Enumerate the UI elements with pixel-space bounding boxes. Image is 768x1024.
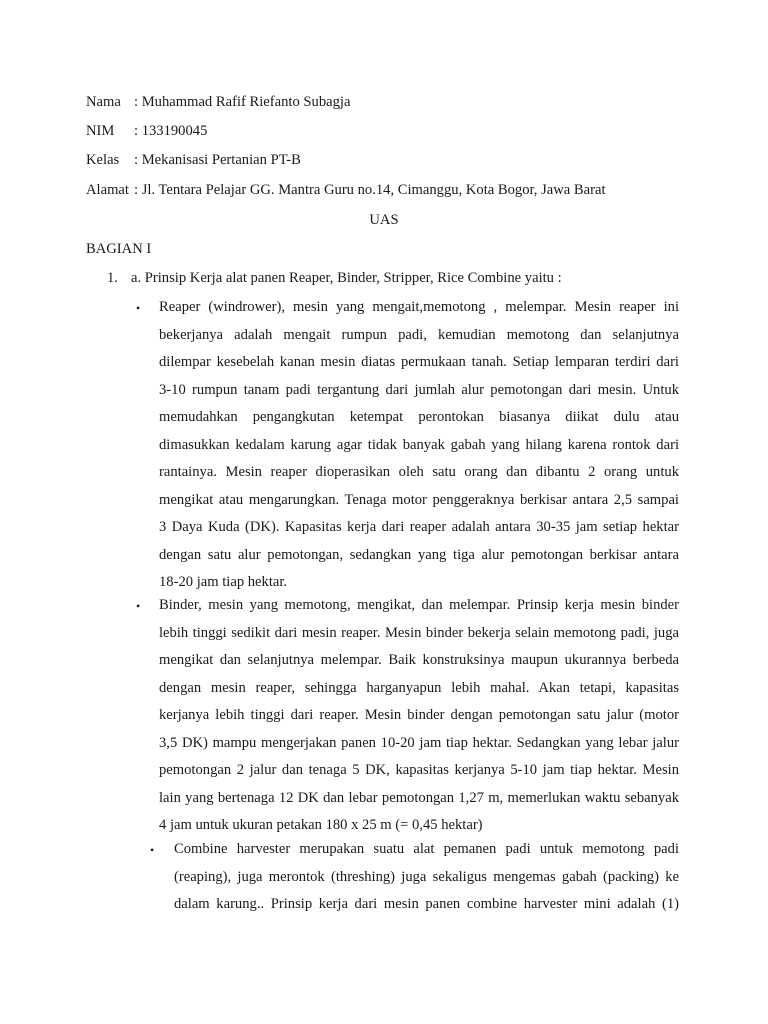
bullet-paragraph-combine [174, 840, 679, 923]
paragraph-line: memudahkan pengangkutan ketempat perontokan biasanya diikat dulu atau [159, 409, 679, 425]
paragraph-line: lebih tinggi sedikit dari mesin reaper. Mesin binder bekerja selain memotong padi, juga [159, 624, 679, 641]
nim-value: : 133190045 [134, 123, 208, 139]
paragraph-line: dimasukkan kedalam karung agar tidak banyak gabah yang hilang karena rontok dari [159, 436, 679, 453]
paragraph-line: rantainya. Mesin reaper dioperasikan oleh satu orang dan dibantu 2 orang untuk [159, 464, 679, 480]
paragraph-line: 4 jam untuk ukuran petakan 180 x 25 m (= 0,45 hektar) [159, 817, 483, 833]
paragraph-line: mengikat dan selanjutnya melempar. Baik konstruksinya maupun ukurannya berbeda [159, 652, 679, 668]
nama-value: : Muhammad Rafif Riefanto Subagja [134, 94, 351, 110]
section-heading: BAGIAN I [86, 241, 152, 257]
kelas-label: Kelas [86, 152, 120, 168]
paragraph-line: kerjanya lebih tinggi dari reaper. Mesin binder dengan pemotongan satu jalur (motor [159, 707, 679, 723]
paragraph-line: dengan mesin reaper, sehingga harganyapun lebih mahal. Akan tetapi, kapasitas [159, 679, 679, 696]
paragraph-line: 18-20 jam tiap hektar. [159, 574, 288, 590]
paragraph-line: dengan satu alur pemotongan, sedangkan yang tiga alur pemotongan berkisar antara [159, 546, 679, 563]
paragraph-line: (reaping), juga merontok (threshing) juga sekaligus mengemas gabah (packing) ke [174, 868, 679, 885]
bullet-marker-2: • [136, 599, 141, 613]
kelas-value: : Mekanisasi Pertanian PT-B [134, 152, 301, 168]
bullet-marker-1: • [136, 301, 141, 315]
alamat-value: : Jl. Tentara Pelajar GG. Mantra Guru no.14, Cimanggu, Kota Bogor, Jawa Barat [134, 182, 606, 198]
question-number: 1. [107, 270, 118, 286]
paragraph-line: Combine harvester merupakan suatu alat pemanen padi untuk memotong padi [174, 841, 679, 857]
nim-label: NIM [86, 123, 115, 139]
paragraph-line: pemotongan 2 jalur dan tenaga 5 DK, kapasitas kerjanya 5-10 jam tiap hektar. Mesin [159, 762, 679, 778]
paragraph-line: dalam karung.. Prinsip kerja dari mesin panen combine harvester mini adalah (1) [174, 896, 679, 912]
bullet-marker-3: • [150, 843, 155, 857]
paragraph-line: dilempar kesebelah kanan mesin diatas permukaan tanah. Setiap lemparan terdiri dari [159, 354, 679, 370]
paragraph-line: 3-10 rumpun tanam padi tergantung dari jumlah alur pemotongan dari mesin. Untuk [159, 381, 679, 398]
paragraph-line: 3,5 DK) mampu mengerjakan panen 10-20 jam tiap hektar. Sedangkan yang lebar jalur [159, 734, 679, 751]
alamat-label: Alamat [86, 182, 129, 198]
bullet-paragraph-reaper [159, 298, 679, 601]
paragraph-line: mengikat atau mengarungkan. Tenaga motor penggeraknya berkisar antara 2,5 sampai [159, 491, 679, 508]
paragraph-line: lain yang bertenaga 12 DK dan lebar pemotongan 1,27 m, memerlukan waktu sebanyak [159, 789, 679, 806]
paragraph-line: 3 Daya Kuda (DK). Kapasitas kerja dari reaper adalah antara 30-35 jam setiap hektar [159, 519, 679, 535]
paragraph-line: Reaper (windrower), mesin yang mengait,memotong , melempar. Mesin reaper ini [159, 299, 679, 315]
paragraph-line: Binder, mesin yang memotong, mengikat, dan melempar. Prinsip kerja mesin binder [159, 597, 679, 613]
bullet-paragraph-binder [159, 596, 679, 844]
paragraph-line: bekerjanya adalah mengait rumpun padi, kemudian memotong dan selanjutnya [159, 326, 679, 343]
nama-label: Nama [86, 94, 121, 110]
document-title: UAS [369, 212, 399, 228]
question-text: a. Prinsip Kerja alat panen Reaper, Binder, Stripper, Rice Combine yaitu : [131, 270, 562, 286]
